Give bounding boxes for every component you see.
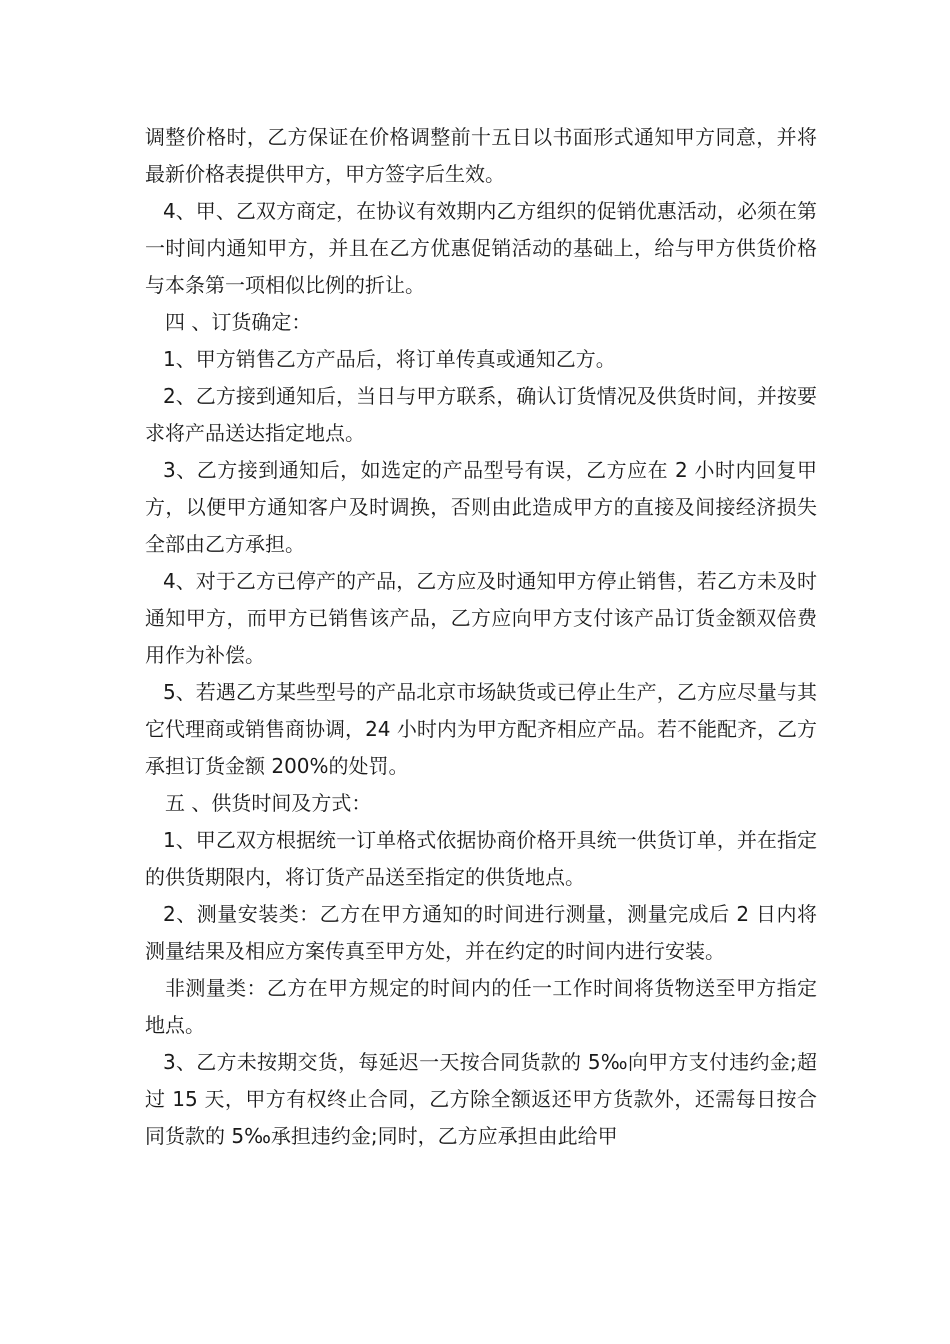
paragraph-delivery-2: 2、测量安装类：乙方在甲方通知的时间进行测量，测量完成后 2 日内将测量结果及相应方案传真至甲方处，并在约定的时间内进行安装。: [145, 902, 817, 963]
paragraph-ordering-2: 2、乙方接到通知后，当日与甲方联系，确认订货情况及供货时间，并按要求将产品送达指定地点。: [145, 384, 817, 445]
paragraph-ordering-5: 5、若遇乙方某些型号的产品北京市场缺货或已停止生产，乙方应尽量与其它代理商或销售商协调，24 小时内为甲方配齐相应产品。若不能配齐，乙方承担订货金额 200%的处罚。: [145, 680, 817, 778]
paragraph-clause-4-promotion: 4、甲、乙双方商定，在协议有效期内乙方组织的促销优惠活动，必须在第一时间内通知甲方，并且在乙方优惠促销活动的基础上，给与甲方供货价格与本条第一项相似比例的折让。: [145, 199, 817, 297]
document-body: [145, 119, 817, 1155]
paragraph-ordering-3: 3、乙方接到通知后，如选定的产品型号有误，乙方应在 2 小时内回复甲方，以便甲方通知客户及时调换，否则由此造成甲方的直接及间接经济损失全部由乙方承担。: [145, 458, 817, 556]
paragraph-delivery-3: 3、乙方未按期交货，每延迟一天按合同货款的 5‰向甲方支付违约金;超过 15 天，甲方有权终止合同，乙方除全额返还甲方货款外，还需每日按合同货款的 5‰承担违约金;同时，乙方应承担由此给甲: [145, 1050, 817, 1148]
paragraph-non-measurement: 非测量类：乙方在甲方规定的时间内的任一工作时间将货物送至甲方指定地点。: [145, 976, 817, 1037]
section-heading-ordering: 四 、订货确定：: [165, 310, 312, 334]
paragraph-delivery-1: 1、甲乙双方根据统一订单格式依据协商价格开具统一供货订单，并在指定的供货期限内，将订货产品送至指定的供货地点。: [145, 828, 817, 889]
section-heading-delivery: 五 、供货时间及方式：: [165, 791, 372, 815]
paragraph-ordering-4: 4、对于乙方已停产的产品，乙方应及时通知甲方停止销售，若乙方未及时通知甲方，而甲方已销售该产品，乙方应向甲方支付该产品订货金额双倍费用作为补偿。: [145, 569, 817, 667]
paragraph-ordering-1: 1、甲方销售乙方产品后，将订单传真或通知乙方。: [163, 347, 616, 371]
paragraph-price-adjustment: 调整价格时，乙方保证在价格调整前十五日以书面形式通知甲方同意，并将最新价格表提供甲方，甲方签字后生效。: [145, 125, 817, 186]
